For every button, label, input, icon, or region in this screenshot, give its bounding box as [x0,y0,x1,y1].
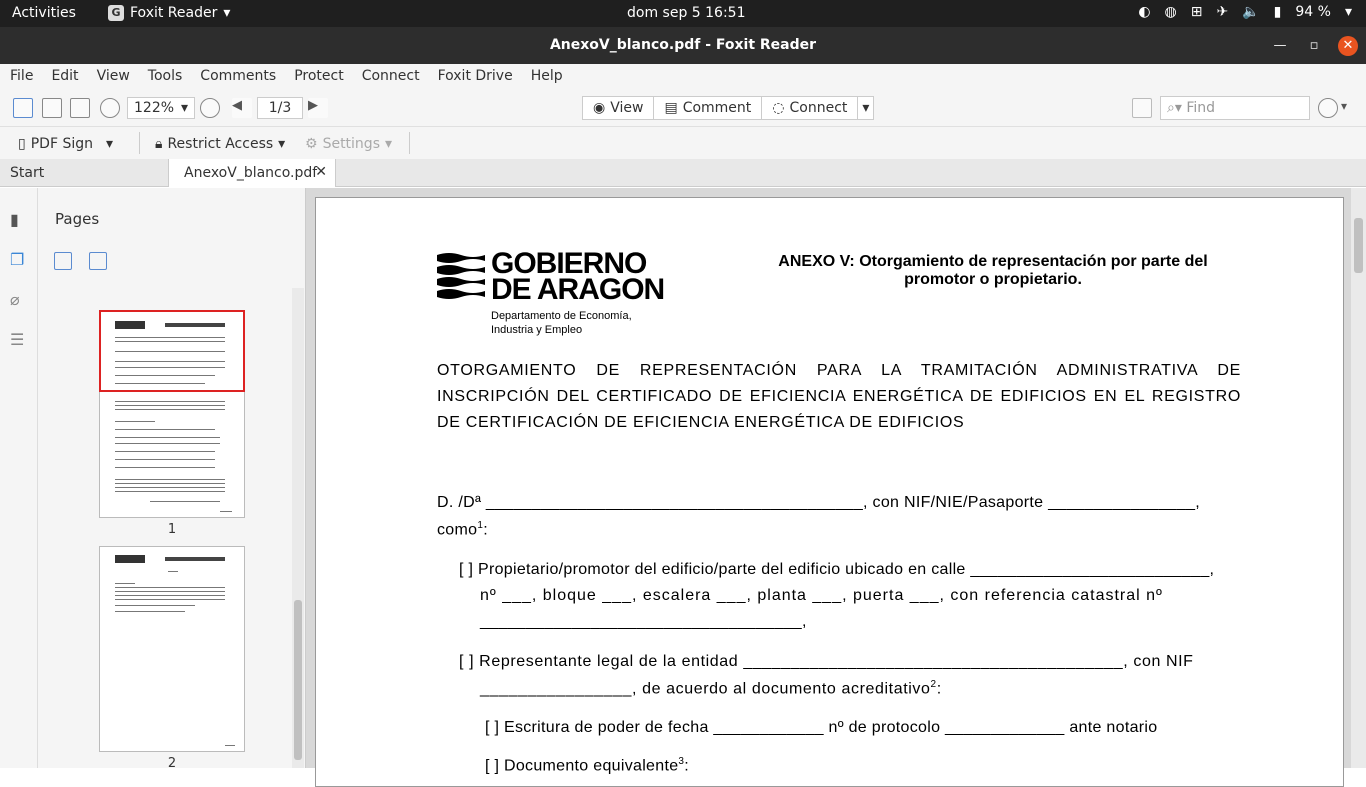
chevron-down-icon: ▾ [278,136,286,152]
thumbnail-label-2: 2 [167,756,177,768]
chevron-down-icon: ▾ [384,136,393,152]
mode-group [582,96,874,120]
settings-button[interactable] [305,136,392,152]
chevron-down-icon: ▾ [862,100,870,116]
divider [409,132,410,154]
aragon-logo-mark [437,251,485,303]
thumbnail-list [38,288,290,768]
annex-title-line-2: promotor o propietario. [904,271,1082,288]
battery-icon[interactable]: ▮ [1273,4,1282,20]
eye-icon: ◉ [593,100,606,116]
print-icon[interactable] [42,98,62,118]
pdf-sign-button[interactable] [18,136,113,152]
attachment-icon[interactable]: ⌀ [10,290,20,309]
connect-mode-label: Connect [789,100,848,116]
applicant-line: D. /Dª _________________________________________, con NIF/NIE/Pasaporte ________________, [437,494,1201,511]
documento-colon: : [684,757,690,775]
document-heading: OTORGAMIENTO DE REPRESENTACIÓN PARA LA TRAMITACIÓN ADMINISTRATIVA DE INSCRIPCIÓN DEL CERTIFICADO DE EFICIENCIA ENERGÉTICA DE EDIFICIOS EN EL REGISTRO DE CERTIFICACIÓN DE EFICIENCIA ENERGÉTICA DE EDIFICIOS [437,362,1241,431]
zoom-select[interactable] [127,97,195,119]
airplane-icon[interactable]: ✈ [1216,4,1229,20]
thumbnail-label-1: 1 [167,522,177,537]
logo-department-line-2: Industria y Empleo [491,324,583,336]
pages-panel [38,188,306,768]
minimize-button[interactable]: — [1273,38,1287,53]
battery-percent: 94 % [1295,4,1331,20]
como-line [437,520,488,539]
navigation-strip [0,188,38,768]
pdf-sign-label: PDF Sign [30,136,93,152]
logo-department [491,309,632,337]
document-tabs [0,159,1366,187]
maximize-button[interactable]: ▫ [1309,38,1319,53]
representative-colon: : [936,680,942,698]
connect-mode-button[interactable] [762,97,858,119]
find-placeholder: Find [1186,100,1216,116]
pdf-page [315,197,1344,787]
tab-start[interactable] [0,159,169,187]
close-tab-icon[interactable]: ✕ [315,164,327,180]
menu-edit[interactable]: Edit [51,68,79,84]
previous-page-icon[interactable]: ◀ [232,98,252,118]
page-number-field[interactable]: 1/3 [257,97,303,119]
view-mode-button[interactable] [583,97,654,119]
system-top-bar [0,0,1366,27]
restrict-access-button[interactable] [155,136,285,152]
view-mode-label: View [610,100,644,116]
panel-scrollbar[interactable] [292,288,304,768]
account-icon[interactable] [1318,98,1338,118]
search-icon: ⌕▾ [1167,100,1187,116]
system-tray[interactable] [1138,4,1352,20]
comment-icon: ▤ [664,100,678,116]
sidebar-toggle-icon[interactable] [13,98,33,118]
chevron-down-icon: ▾ [223,5,231,21]
pages-icon[interactable]: ❐ [10,250,25,269]
menu-connect[interactable]: Connect [361,68,420,84]
escritura-option: [ ] Escritura de poder de fecha ____________ nº de protocolo _____________ ante notario [485,719,1158,736]
documento-option [485,756,689,775]
insert-page-icon[interactable] [54,252,72,270]
menu-comments[interactable]: Comments [200,68,277,84]
footnote-ref-2: 2 [930,679,937,690]
lock-icon: 🔒︎ [155,136,163,152]
logo-line-2: DE ARAGON [491,273,665,306]
chevron-down-icon[interactable]: ▾ [1344,4,1352,20]
menu-file[interactable]: File [10,68,34,84]
connect-icon: ◌ [772,100,785,116]
footnote-ref-3: 3 [678,756,685,767]
protect-toolbar [0,127,1366,159]
window-title: AnexoV_blanco.pdf - Foxit Reader [549,37,817,53]
owner-option-line-1: [ ] Propietario/promotor del edificio/parte del edificio ubicado en calle __________________________, [459,561,1215,578]
sign-document-icon: ▯ [18,136,26,152]
logo-line-1: GOBIERNO [491,247,647,280]
gear-lock-icon: ⚙ [305,136,318,152]
window-titlebar [0,27,1366,64]
save-icon[interactable] [70,98,90,118]
bookmark-icon[interactable]: ▮ [10,210,19,229]
close-window-button[interactable]: ✕ [1338,36,1358,56]
document-scrollbar-thumb[interactable] [1354,218,1363,273]
menu-bar [0,64,1366,89]
comment-mode-button[interactable] [654,97,762,119]
footnote-ref-1: 1 [477,520,484,531]
volume-icon[interactable]: 🔈 [1242,4,1260,20]
menu-foxit-drive[interactable]: Foxit Drive [437,68,513,84]
menu-view[interactable]: View [96,68,130,84]
delete-page-icon[interactable] [89,252,107,270]
restrict-access-label: Restrict Access [167,136,274,152]
representative-option-line-2 [480,679,942,698]
main-toolbar [0,89,1366,127]
divider [139,132,140,154]
find-input[interactable] [1160,96,1310,120]
zoom-in-icon[interactable] [200,98,220,118]
activities-button[interactable]: Activities [12,5,76,21]
panel-title: Pages [55,210,100,228]
como-text: como [437,521,478,539]
app-menu[interactable] [108,5,230,21]
menu-tools[interactable]: Tools [147,68,183,84]
clock[interactable]: dom sep 5 16:51 [627,5,746,21]
tab-document-label: AnexoV_blanco.pdf [184,165,318,181]
representative-text: ________________, de acuerdo al documento acreditativo [480,680,931,698]
panel-scrollbar-thumb[interactable] [294,600,302,760]
network-icon[interactable]: ⊞ [1190,4,1203,20]
documento-text: [ ] Documento equivalente [485,757,679,775]
visible-area-marker[interactable] [99,310,245,392]
chevron-down-icon: ▾ [180,100,188,116]
mode-dropdown[interactable] [858,97,873,119]
owner-option-line-2: nº ___, bloque ___, escalera ___, planta ___, puerta ___, con referencia catastral nº [480,587,1163,604]
menu-protect[interactable]: Protect [294,68,344,84]
annex-title-line-1: ANEXO V: Otorgamiento de representación por parte del [778,253,1208,270]
accessibility-icon[interactable]: ◐ [1138,4,1151,20]
document-scrollbar[interactable] [1351,188,1366,768]
foxit-app-icon: G [108,5,124,21]
como-colon: : [483,521,488,539]
owner-option-line-3: ___________________________________, [480,613,807,630]
representative-option-line-1: [ ] Representante legal de la entidad ________________________________________, con NIF [459,653,1194,670]
highlight-pen-icon[interactable] [1132,98,1152,118]
menu-help[interactable]: Help [530,68,563,84]
comment-mode-label: Comment [682,100,752,116]
zoom-out-icon[interactable] [100,98,120,118]
tab-document[interactable] [169,159,336,187]
discord-icon[interactable]: ◍ [1164,4,1177,20]
logo-department-line-1: Departamento de Economía, [491,310,632,322]
document-view[interactable] [306,188,1351,775]
page-thumbnail-2[interactable] [99,546,245,752]
layers-icon[interactable]: ☰ [10,330,25,349]
chevron-down-icon: ▾ [105,136,114,152]
next-page-icon[interactable]: ▶ [308,98,328,118]
settings-label: Settings [322,136,380,152]
chevron-down-icon[interactable]: ▾ [1341,99,1348,113]
annex-title [756,253,1230,289]
tab-start-label: Start [10,165,45,181]
app-menu-label: Foxit Reader [130,5,218,21]
zoom-value: 122% [134,100,175,116]
